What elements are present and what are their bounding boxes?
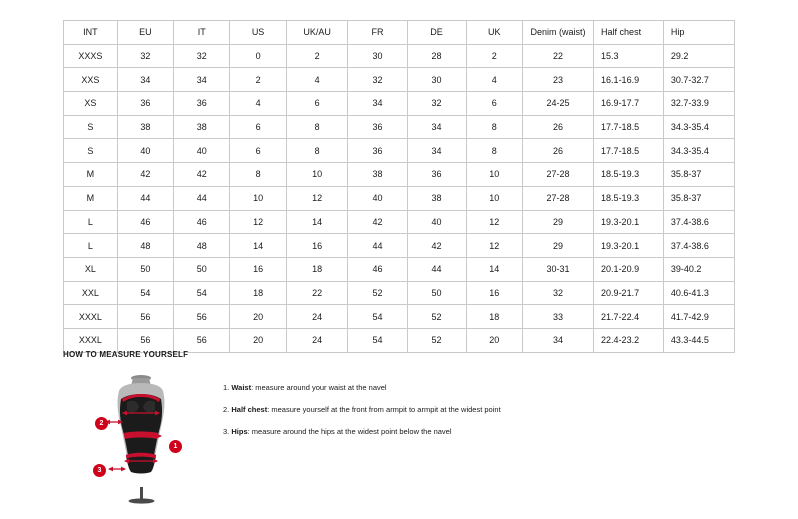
cell-half-chest: 17.7-18.5 [594, 115, 664, 139]
cell-denim-waist: 22 [522, 44, 593, 68]
column-header-denim-waist: Denim (waist) [522, 21, 593, 45]
cell-uk: 8 [466, 115, 522, 139]
cell-half-chest: 16.1-16.9 [594, 68, 664, 92]
cell-it: 44 [174, 186, 230, 210]
cell-eu: 48 [117, 234, 173, 258]
cell-it: 50 [174, 257, 230, 281]
cell-half-chest: 17.7-18.5 [594, 139, 664, 163]
table-header-row [64, 21, 735, 45]
cell-int: XXXS [64, 44, 118, 68]
table-row [64, 163, 735, 187]
cell-us: 4 [230, 92, 286, 116]
cell-uk-au: 6 [286, 92, 348, 116]
cell-uk-au: 4 [286, 68, 348, 92]
marker-badge-waist: 1 [169, 440, 182, 453]
cell-us: 20 [230, 328, 286, 352]
cell-us: 6 [230, 115, 286, 139]
cell-half-chest: 19.3-20.1 [594, 210, 664, 234]
cell-us: 2 [230, 68, 286, 92]
cell-uk-au: 12 [286, 186, 348, 210]
cell-half-chest: 21.7-22.4 [594, 305, 664, 329]
column-header-int: INT [64, 21, 118, 45]
cell-us: 14 [230, 234, 286, 258]
cell-fr: 30 [348, 44, 407, 68]
cell-hip: 32.7-33.9 [663, 92, 734, 116]
cell-denim-waist: 33 [522, 305, 593, 329]
cell-denim-waist: 24-25 [522, 92, 593, 116]
cell-uk: 6 [466, 92, 522, 116]
cell-uk-au: 8 [286, 139, 348, 163]
measure-instruction-waist [223, 383, 501, 392]
instruction-number: 1. [223, 383, 230, 392]
cell-eu: 36 [117, 92, 173, 116]
cell-denim-waist: 29 [522, 234, 593, 258]
cell-uk: 8 [466, 139, 522, 163]
mannequin-figure [91, 369, 201, 504]
cell-it: 54 [174, 281, 230, 305]
column-header-half-chest: Half chest [594, 21, 664, 45]
cell-us: 12 [230, 210, 286, 234]
cell-de: 42 [407, 234, 466, 258]
cell-fr: 42 [348, 210, 407, 234]
cell-int: XXXL [64, 305, 118, 329]
instruction-text: : measure yourself at the front from armpit to armpit at the widest point [267, 405, 501, 414]
column-header-us: US [230, 21, 286, 45]
cell-us: 16 [230, 257, 286, 281]
cell-int: M [64, 186, 118, 210]
cell-int: XL [64, 257, 118, 281]
column-header-de: DE [407, 21, 466, 45]
cell-int: S [64, 139, 118, 163]
cell-denim-waist: 26 [522, 115, 593, 139]
cell-fr: 40 [348, 186, 407, 210]
cell-de: 52 [407, 305, 466, 329]
cell-uk-au: 16 [286, 234, 348, 258]
cell-de: 44 [407, 257, 466, 281]
table-row [64, 305, 735, 329]
table-row [64, 210, 735, 234]
cell-hip: 30.7-32.7 [663, 68, 734, 92]
instruction-text: : measure around the hips at the widest point below the navel [247, 427, 452, 436]
cell-uk-au: 2 [286, 44, 348, 68]
cell-eu: 54 [117, 281, 173, 305]
cell-it: 48 [174, 234, 230, 258]
cell-hip: 43.3-44.5 [663, 328, 734, 352]
table-row [64, 186, 735, 210]
cell-uk-au: 24 [286, 305, 348, 329]
instruction-term: Waist [231, 383, 252, 392]
cell-denim-waist: 27-28 [522, 186, 593, 210]
table-row [64, 234, 735, 258]
table-row [64, 92, 735, 116]
mannequin-illustration [91, 369, 201, 504]
cell-half-chest: 22.4-23.2 [594, 328, 664, 352]
cell-uk: 4 [466, 68, 522, 92]
measure-instructions-list [223, 369, 501, 449]
cell-uk: 16 [466, 281, 522, 305]
instruction-term: Hips [231, 427, 248, 436]
table-row [64, 281, 735, 305]
cell-de: 34 [407, 139, 466, 163]
cell-fr: 54 [348, 328, 407, 352]
cell-denim-waist: 29 [522, 210, 593, 234]
column-header-eu: EU [117, 21, 173, 45]
cell-eu: 56 [117, 328, 173, 352]
cell-it: 32 [174, 44, 230, 68]
cell-denim-waist: 34 [522, 328, 593, 352]
instruction-term: Half chest [231, 405, 268, 414]
cell-de: 52 [407, 328, 466, 352]
cell-uk-au: 14 [286, 210, 348, 234]
cell-de: 30 [407, 68, 466, 92]
cell-hip: 41.7-42.9 [663, 305, 734, 329]
cell-it: 56 [174, 328, 230, 352]
cell-hip: 34.3-35.4 [663, 139, 734, 163]
cell-half-chest: 16.9-17.7 [594, 92, 664, 116]
cell-uk-au: 24 [286, 328, 348, 352]
how-to-measure-body [63, 369, 735, 504]
cell-it: 42 [174, 163, 230, 187]
cell-it: 56 [174, 305, 230, 329]
cell-fr: 34 [348, 92, 407, 116]
cell-it: 40 [174, 139, 230, 163]
size-chart-table [63, 20, 735, 353]
cell-us: 6 [230, 139, 286, 163]
cell-us: 8 [230, 163, 286, 187]
cell-hip: 37.4-38.6 [663, 210, 734, 234]
table-row [64, 44, 735, 68]
cell-uk: 12 [466, 234, 522, 258]
cell-de: 28 [407, 44, 466, 68]
cell-de: 40 [407, 210, 466, 234]
column-header-uk: UK [466, 21, 522, 45]
table-row [64, 115, 735, 139]
cell-us: 20 [230, 305, 286, 329]
cell-eu: 40 [117, 139, 173, 163]
cell-int: XXS [64, 68, 118, 92]
cell-hip: 40.6-41.3 [663, 281, 734, 305]
cell-int: M [64, 163, 118, 187]
cell-uk-au: 10 [286, 163, 348, 187]
cell-fr: 38 [348, 163, 407, 187]
column-header-hip: Hip [663, 21, 734, 45]
size-chart-container [63, 20, 735, 353]
cell-uk: 10 [466, 186, 522, 210]
marker-badge-half-chest: 2 [95, 417, 108, 430]
cell-it: 38 [174, 115, 230, 139]
table-row [64, 257, 735, 281]
cell-fr: 32 [348, 68, 407, 92]
cell-it: 46 [174, 210, 230, 234]
cell-denim-waist: 32 [522, 281, 593, 305]
cell-uk: 18 [466, 305, 522, 329]
cell-int: XXL [64, 281, 118, 305]
column-header-fr: FR [348, 21, 407, 45]
cell-de: 50 [407, 281, 466, 305]
cell-us: 18 [230, 281, 286, 305]
cell-uk-au: 8 [286, 115, 348, 139]
measure-instruction-hips [223, 427, 501, 436]
cell-it: 36 [174, 92, 230, 116]
cell-it: 34 [174, 68, 230, 92]
cell-eu: 44 [117, 186, 173, 210]
cell-us: 10 [230, 186, 286, 210]
cell-fr: 52 [348, 281, 407, 305]
column-header-it: IT [174, 21, 230, 45]
cell-half-chest: 18.5-19.3 [594, 163, 664, 187]
cell-half-chest: 19.3-20.1 [594, 234, 664, 258]
cell-fr: 46 [348, 257, 407, 281]
cell-int: S [64, 115, 118, 139]
cell-fr: 36 [348, 139, 407, 163]
cell-eu: 50 [117, 257, 173, 281]
cell-fr: 44 [348, 234, 407, 258]
cell-us: 0 [230, 44, 286, 68]
cell-uk-au: 18 [286, 257, 348, 281]
cell-eu: 38 [117, 115, 173, 139]
cell-half-chest: 20.1-20.9 [594, 257, 664, 281]
cell-hip: 37.4-38.6 [663, 234, 734, 258]
cell-denim-waist: 30-31 [522, 257, 593, 281]
cell-int: XXXL [64, 328, 118, 352]
table-row [64, 328, 735, 352]
table-row [64, 68, 735, 92]
instruction-number: 2. [223, 405, 230, 414]
cell-hip: 39-40.2 [663, 257, 734, 281]
cell-de: 38 [407, 186, 466, 210]
cell-fr: 36 [348, 115, 407, 139]
cell-hip: 35.8-37 [663, 163, 734, 187]
cell-half-chest: 20.9-21.7 [594, 281, 664, 305]
table-body [64, 44, 735, 352]
cell-hip: 35.8-37 [663, 186, 734, 210]
cell-de: 34 [407, 115, 466, 139]
cell-hip: 34.3-35.4 [663, 115, 734, 139]
cell-eu: 46 [117, 210, 173, 234]
instruction-text: : measure around your waist at the navel [251, 383, 387, 392]
cell-denim-waist: 23 [522, 68, 593, 92]
how-to-measure-section [63, 350, 735, 504]
cell-eu: 42 [117, 163, 173, 187]
cell-eu: 32 [117, 44, 173, 68]
column-header-uk-au: UK/AU [286, 21, 348, 45]
cell-denim-waist: 26 [522, 139, 593, 163]
cell-hip: 29.2 [663, 44, 734, 68]
how-to-measure-title: HOW TO MEASURE YOURSELF [63, 350, 189, 359]
cell-eu: 34 [117, 68, 173, 92]
cell-de: 36 [407, 163, 466, 187]
cell-int: L [64, 210, 118, 234]
cell-uk-au: 22 [286, 281, 348, 305]
cell-eu: 56 [117, 305, 173, 329]
cell-int: L [64, 234, 118, 258]
marker-badge-hips: 3 [93, 464, 106, 477]
measure-instruction-half-chest [223, 405, 501, 414]
cell-denim-waist: 27-28 [522, 163, 593, 187]
cell-uk: 12 [466, 210, 522, 234]
cell-uk: 20 [466, 328, 522, 352]
cell-uk: 2 [466, 44, 522, 68]
cell-fr: 54 [348, 305, 407, 329]
table-row [64, 139, 735, 163]
cell-uk: 10 [466, 163, 522, 187]
cell-int: XS [64, 92, 118, 116]
cell-half-chest: 15.3 [594, 44, 664, 68]
cell-half-chest: 18.5-19.3 [594, 186, 664, 210]
instruction-number: 3. [223, 427, 230, 436]
cell-de: 32 [407, 92, 466, 116]
cell-uk: 14 [466, 257, 522, 281]
